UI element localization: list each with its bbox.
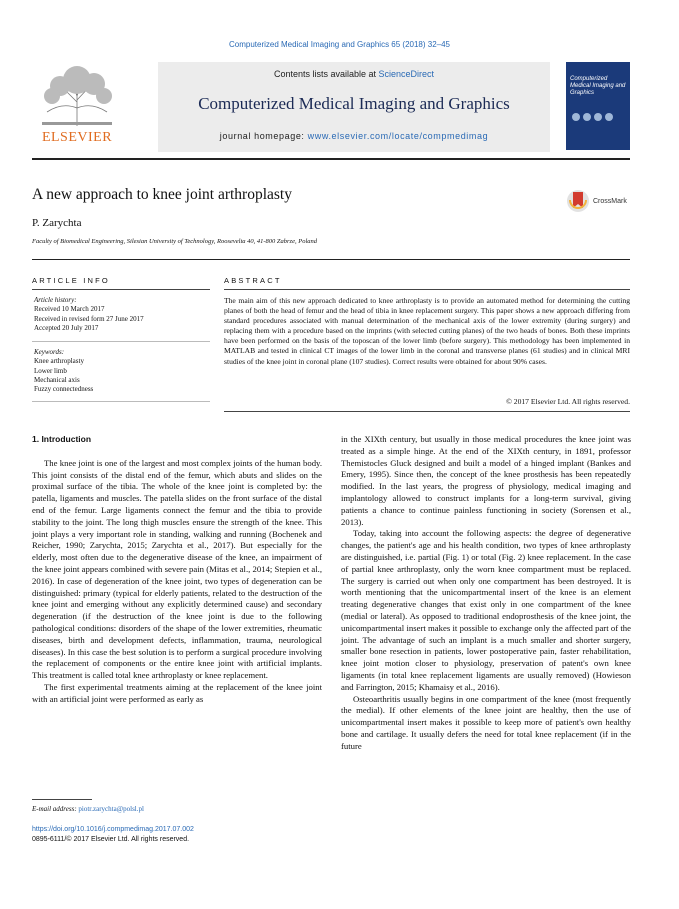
contents-line <box>158 69 550 79</box>
article-info-divider <box>32 289 210 290</box>
keyword-item: Lower limb <box>34 366 67 375</box>
footnote-email <box>32 805 144 813</box>
body-paragraph: The knee joint is one of the largest and most complex joints of the human body. This joint consists of the distal end of the femur, which abuts and slides on the proximal surface of the tibia. The whole of the knee joint is completed by: the patella, ligaments and muscles. The patella slides on the front surface of the distal end of the femur. Large ligaments connect the femur and the tibia to provide stability to the joint. The long thigh muscles ensure the strength of the knee. This joint plays a very important role in standing, walking and running (Bochenek and Reicher, 1990; Zarychta, 2015; Zarychta et al., 2017). But especially for the elderly, most often due to the degenerative disease of the knee, an impairment of the knee joint appears combined with severe pain (Mitas et al., 2014; Stepien et al., 2016). In case of degeneration of the knee joint, two types of degeneration can be distinguished: primary (typical for elderly patients, related to the destruction of the knee joint and emerging without any explicitly determined cause) and secondary degeneration (if the destruction of the knee joint is due to the following pathological conditions: disorders of the shape of the lower extremities, rheumatic diseases, birth and development defects, inflammation, trauma, neurological diseases). In this case the best solution is to perform a surgical procedure involving the replacement of components or the entire knee joint with artificial implants. This treatment is called total knee arthroplasty or knee replacement. <box>32 457 322 681</box>
contents-prefix: Contents lists available at <box>273 69 379 79</box>
journal-citation[interactable]: Computerized Medical Imaging and Graphics 65 (2018) 32–45 <box>228 40 450 49</box>
doi-link[interactable] <box>32 826 194 833</box>
body-paragraph: Osteoarthritis usually begins in one compartment of the knee (most frequently the medial). If other elements of the knee joint are healthy, then the use of unicompartmental insert makes it possible to keep more of patient's own healthy bone and cartilage. It usually defers the need for total knee replacement (if in the future <box>341 693 631 751</box>
body-column-right <box>341 434 631 753</box>
body-column-left <box>32 434 322 706</box>
journal-banner <box>158 62 550 152</box>
crossmark-label: CrossMark <box>593 198 627 205</box>
elsevier-wordmark: ELSEVIER <box>41 130 113 145</box>
elsevier-tree-icon <box>32 62 122 128</box>
body-paragraph: The first experimental treatments aiming at the replacement of the knee joint with an artificial joint were performed as early as <box>32 681 322 704</box>
journal-homepage <box>158 131 550 141</box>
crossmark-icon <box>566 188 590 216</box>
doi-text[interactable]: https://doi.org/10.1016/j.compmedimag.2017.07.002 <box>32 826 194 833</box>
abstract-divider <box>224 289 630 290</box>
history-label: Article history: <box>34 296 77 304</box>
body-paragraph: in the XIXth century, but usually in those medical procedures the knee joint was treated as a simple hinge. At the end of the XIXth century, in 1891, professor Themistocles Gluck designed and built a model of a hinged implant (Bankes and Emery, 1995). Since then, the concept of the knee prosthesis has been repeatedly modified. In the last years, the progress of physiology, medical imaging and implantology allowed to construct implants for a long-term survival, giving patients a chance to continue painless functioning in society (Sorensen et al., 2013). <box>341 434 631 527</box>
info-bottom-divider <box>32 401 210 402</box>
section-heading: 1. Introduction <box>32 434 92 444</box>
received-date: Received 10 March 2017 <box>34 305 105 314</box>
header-divider <box>32 158 630 160</box>
email-label: E-mail address: <box>32 805 77 813</box>
homepage-prefix: journal homepage: <box>219 131 308 141</box>
issn-copyright: 0895-6111/© 2017 Elsevier Ltd. All rights reserved. <box>32 836 190 843</box>
abstract-copyright: © 2017 Elsevier Ltd. All rights reserved. <box>506 397 630 406</box>
keyword-item: Knee arthroplasty <box>34 357 84 366</box>
cover-decoration <box>572 108 624 116</box>
article-title: A new approach to knee joint arthroplasty <box>32 186 292 203</box>
title-divider <box>32 259 630 260</box>
abstract-text: The main aim of this new approach dedicated to knee arthroplasty is to provide an automated method for determining the cutting planes of both the head of femur and the head of tibia in knee replacement surgery. This paper shows a new approach differing from standard procedures associated with manual determination of the mechanical axis of the lower extremity (during surgery) and replacing them with a procedure based on the imprints (with selected cutting planes) of the two heads of bones. Both these imprints have been performed on the basis of the toposcan of the lower limb (before surgery). This methodology has been implemented in MATLAB and tested in clinical CT images of the lower limb in the coronal and transverse planes (61 studies) and in clinical MRI studies of the knee joint in coronal plane (107 studies). Correct results were obtained for about 90% cases. <box>224 296 630 366</box>
elsevier-logo <box>32 62 122 150</box>
author-name: P. Zarychta <box>32 217 82 229</box>
body-paragraph: Today, taking into account the following aspects: the degree of degenerative changes, the patient's age and his health condition, two types of knee arthroplasty are distinguished, i.e. partial (Fig. 1) or total (Fig. 2) knee replacement. In the case of partial knee arthroplasty, only the worn knee compartment must be replaced. The surgery is carried out when only one compartment has been destroyed. It is worth mentioning that the unicompartmental insert of the knee is an element treating degenerative changes that exist only in one compartment of the knee (medial or lateral). As opposed to traditional endoprosthesis of the knee joint, the unicompartmental insert makes it possible to exchange only the affected part of the joint. The advantage of such an implant is a much smaller and shorter surgery, smaller bone resection in patients, lower postoperative pain, faster rehabilitation, knee joint motion closer to physiology, preservation of patent's own knee ligaments (in total knee replacement ligaments are usually removed) (Howieson and Farrington, 2015; Khamaisy et al., 2016). <box>341 528 631 692</box>
keywords-block <box>34 348 93 394</box>
keyword-item: Fuzzy connectedness <box>34 385 94 394</box>
crossmark-badge[interactable] <box>566 188 630 218</box>
email-link[interactable]: piotr.zarychta@polsl.pl <box>78 805 144 813</box>
accepted-date: Accepted 20 July 2017 <box>34 323 99 332</box>
cover-title: Computerized Medical Imaging and Graphics <box>570 76 626 96</box>
abstract-heading: ABSTRACT <box>224 276 282 285</box>
revised-date: Received in revised form 27 June 2017 <box>34 314 144 323</box>
homepage-url-link[interactable]: www.elsevier.com/locate/compmedimag <box>307 131 489 141</box>
keywords-divider <box>32 341 210 342</box>
sciencedirect-link[interactable]: ScienceDirect <box>378 69 435 79</box>
keywords-label: Keywords: <box>34 348 65 356</box>
journal-cover-thumbnail <box>566 62 630 150</box>
journal-title: Computerized Medical Imaging and Graphics <box>198 94 510 113</box>
abstract-bottom-divider <box>224 411 630 412</box>
article-info-heading: ARTICLE INFO <box>32 276 110 285</box>
keyword-item: Mechanical axis <box>34 375 80 384</box>
author-affiliation: Faculty of Biomedical Engineering, Silesian University of Technology, Roosevelta 40, 41-800 Zabrze, Poland <box>32 238 317 245</box>
footnote-divider <box>32 799 92 800</box>
article-history <box>34 296 144 333</box>
